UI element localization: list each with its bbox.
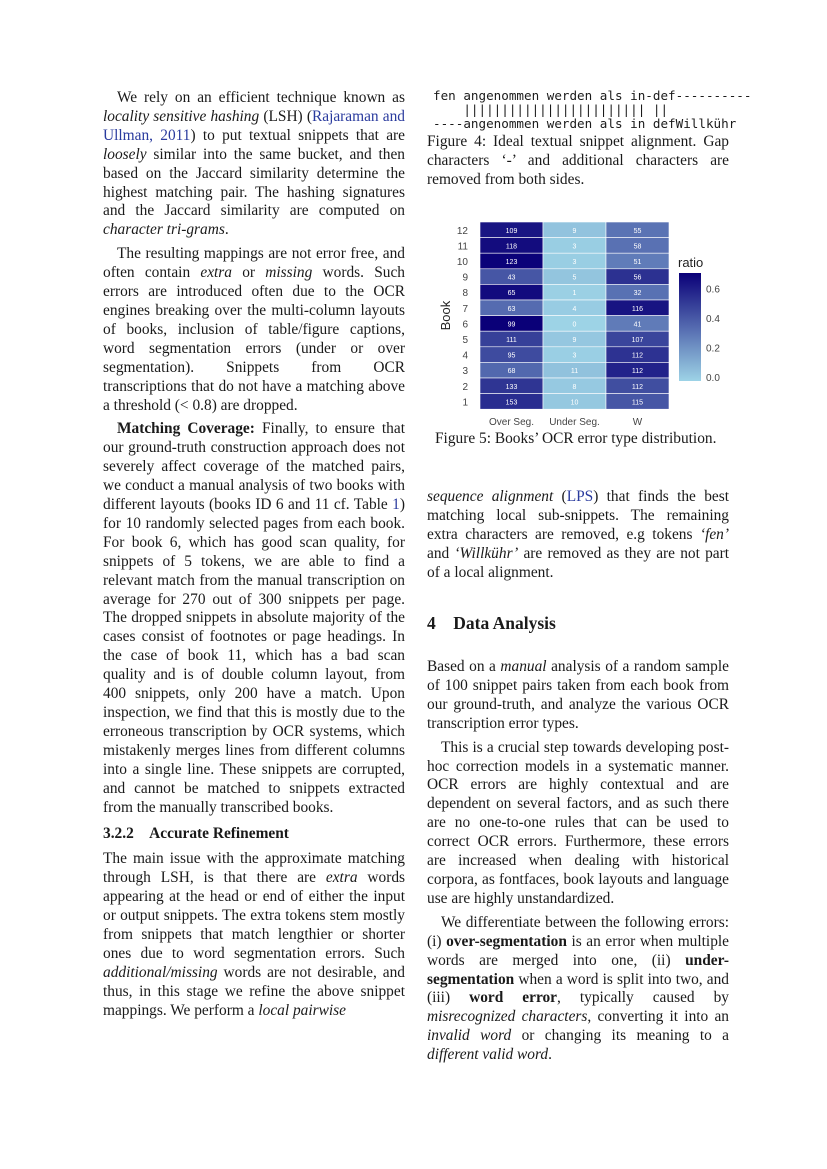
text-span: words. Such errors are introduced often due to the OCR engines breaking over the multi-column layouts of books, inclusion of table/figure captions, word segmentation errors (under or over segmentation). Snippets from OCR transcriptions that do not have a matching above a threshold (< 0.8) are dropped. <box>103 264 405 414</box>
paragraph <box>103 245 405 415</box>
cell-value-label: 1 <box>572 290 577 298</box>
right-column <box>427 88 752 190</box>
cell-value-label: 107 <box>631 337 644 344</box>
text-span: ‘fen’ <box>699 525 729 543</box>
y-tick-label: 5 <box>462 335 468 346</box>
citation-link[interactable]: 1 <box>392 496 400 514</box>
text-span: loosely <box>103 145 147 163</box>
y-axis-label: Book <box>438 300 453 331</box>
cell-value-label: 112 <box>631 368 644 376</box>
y-tick-label: 9 <box>462 272 468 284</box>
text-span: misrecognized characters <box>427 1008 588 1026</box>
legend-tick-label: 0.6 <box>706 284 720 296</box>
y-tick-label: 1 <box>462 397 468 409</box>
text-span: (LSH) ( <box>259 107 312 125</box>
text-span: under-segmentation <box>427 951 729 988</box>
cell-value-label: 63 <box>507 305 516 313</box>
text-span: additional/missing <box>103 963 218 981</box>
citation-link[interactable]: Rajaraman and Ullman, 2011 <box>103 107 405 144</box>
cell-value-label: 8 <box>572 383 577 391</box>
cell-value-label: 115 <box>631 399 644 407</box>
legend-tick-label: 0.2 <box>706 343 720 355</box>
cell-value-label: 9 <box>572 227 577 235</box>
cell-value-label: 4 <box>572 305 577 313</box>
section-heading: 4 Data Analysis <box>427 613 556 633</box>
paragraph <box>103 89 405 240</box>
cell-value-label: 56 <box>633 274 642 282</box>
text-span: analysis of a random sample of 100 snippet pairs taken from each book from our ground-truth, and analyze the various OCR transcription error types. <box>427 658 729 732</box>
left-paragraphs-2 <box>103 850 405 1020</box>
text-span: local pairwise <box>258 1001 346 1019</box>
text-span: words appearing at the head or end of either the input or output snippets. The extra tokens stem mostly from snippets that match lengthier or shorter ones due to word segmentation errors. Such <box>103 869 406 962</box>
cell-value-label: 112 <box>631 383 644 391</box>
text-span: when a word is split into two, and (iii) <box>427 970 729 1007</box>
text-span: . <box>548 1046 552 1064</box>
text-span: over-segmentation <box>446 932 567 950</box>
text-span: The main issue with the approximate matching through LSH, is that there are <box>103 850 405 887</box>
text-span: ) that finds the best matching local sub-snippets. The remaining extra characters are removed, e.g tokens <box>427 488 729 543</box>
y-tick-label: 12 <box>456 225 468 237</box>
paragraph <box>427 658 729 734</box>
figure-5-caption: Figure 5: Books’ OCR error type distribution. <box>435 430 717 447</box>
text-span: manual <box>500 658 547 675</box>
cell-value-label: 133 <box>505 383 518 391</box>
text-span: , converting it into an <box>587 1008 729 1026</box>
cell-value-label: 118 <box>505 243 518 251</box>
y-tick-label: 2 <box>462 381 468 393</box>
cell-value-label: 9 <box>572 337 577 344</box>
text-span: , typically caused by <box>557 989 729 1007</box>
text-span: are removed as they are not part of a local alignment. <box>427 544 729 581</box>
cell-value-label: 109 <box>505 227 518 235</box>
left-column <box>103 89 405 1026</box>
cell-value-label: 32 <box>633 290 642 298</box>
text-span: We differentiate between the following errors: (i) <box>427 913 729 950</box>
cell-value-label: 116 <box>631 305 644 313</box>
x-tick-label: Over Seg. <box>488 417 535 429</box>
paragraph <box>427 739 729 909</box>
cell-value-label: 153 <box>505 399 518 407</box>
x-tick-label: Under Seg. <box>549 417 600 429</box>
heatmap-figure-5 <box>425 215 735 430</box>
text-span: sequence alignment <box>427 488 554 505</box>
cell-value-label: 0 <box>572 321 577 329</box>
text-span: ) for 10 randomly selected pages from each book. For book 6, which has good scan quality, for snippets of 5 tokens, we are able to find a relevant match from the manual transcription on average for 270 out of 300 snippets per page. The dropped snippets in absolute majority of the cases consist of footnotes or page headings. In the case of book 11, which has a bad scan quality and is of double column layout, from 400 snippets, only 200 have a match. Upon inspection, we find that this is mostly due to the erroneous transcription by OCR systems, which mistakenly merges lines from different columns into a single line. These snippets are corrupted, and cannot be matched to snippets extracted from the manually transcribed books. <box>103 496 405 816</box>
cell-value-label: 55 <box>633 227 642 235</box>
text-span: Finally, to ensure that our ground-truth construction approach does not severely affect coverage of the matched pairs, we conduct a manual analysis of two books with different layouts (books ID 6 and 11 cf. Table <box>103 420 405 514</box>
text-span: word error <box>469 989 558 1007</box>
paragraph <box>103 850 405 1020</box>
paragraph <box>427 914 729 1065</box>
text-span: extra <box>200 264 232 282</box>
cell-value-label: 68 <box>507 368 516 376</box>
y-tick-label: 8 <box>462 288 468 300</box>
right-paragraphs-2 <box>427 658 729 1065</box>
right-paragraphs <box>427 488 729 583</box>
text-span: ) to put textual snippets that are <box>190 126 405 144</box>
text-span: different valid word <box>427 1046 549 1064</box>
cell-value-label: 51 <box>633 259 642 266</box>
paragraph <box>427 488 729 583</box>
y-tick-label: 6 <box>462 319 468 331</box>
cell-value-label: 58 <box>633 243 642 251</box>
cell-value-label: 112 <box>631 352 644 360</box>
text-span: locality sensitive hashing <box>103 107 260 125</box>
cell-value-label: 3 <box>572 352 577 360</box>
cell-value-label: 3 <box>572 259 577 266</box>
right-column-text-2 <box>427 658 729 1070</box>
text-span: The resulting mappings are not error free, and often contain <box>103 245 405 282</box>
cell-value-label: 95 <box>507 352 516 360</box>
text-span: or changing its meaning to a <box>511 1027 729 1045</box>
cell-value-label: 5 <box>572 274 577 282</box>
text-span: We rely on an efficient technique known as <box>117 89 405 106</box>
cell-value-label: 3 <box>572 243 577 251</box>
text-span: words are not desirable, and thus, in this stage we refine the above snippet mappings. We perform a <box>103 963 405 1019</box>
alignment-line-2: |||||||||||||||||||||||| || <box>433 102 669 117</box>
text-span: ( <box>553 488 567 505</box>
text-span: extra <box>325 869 358 887</box>
text-span: Based on a <box>427 658 501 675</box>
alignment-line-1: fen angenommen werden als in-def---------- <box>433 88 752 103</box>
y-tick-label: 11 <box>457 241 468 253</box>
text-span: character tri-grams <box>103 221 225 239</box>
right-column-text <box>427 488 729 588</box>
text-span: similar into the same bucket, and then based on the Jaccard similarity determine the highest matching pair. The hashing signatures and the Jaccard similarity are computed on <box>103 145 405 220</box>
legend-tick-label: 0.0 <box>706 373 720 384</box>
cell-value-label: 123 <box>505 259 518 266</box>
legend-title: ratio <box>678 255 704 270</box>
text-span: is an error when multiple words are merged into one, (ii) <box>427 932 730 969</box>
text-span: or <box>231 264 266 282</box>
cell-value-label: 99 <box>507 321 516 329</box>
text-span: Matching Coverage: <box>117 420 255 438</box>
subsection-heading: 3.2.2 Accurate Refinement <box>103 825 289 843</box>
x-tick-label: W <box>632 417 643 429</box>
y-tick-label: 7 <box>462 303 468 315</box>
left-paragraphs <box>103 89 405 817</box>
cell-value-label: 41 <box>633 321 642 329</box>
y-tick-label: 3 <box>462 366 468 378</box>
cell-value-label: 65 <box>507 290 516 298</box>
text-span: ‘Willkühr’ <box>454 544 519 562</box>
alignment-line-3: ----angenommen werden als in defWillkühr <box>433 116 737 131</box>
text-span: . <box>224 221 229 239</box>
paragraph <box>103 420 405 817</box>
cell-value-label: 11 <box>570 368 579 376</box>
cell-value-label: 111 <box>506 337 517 344</box>
text-span: missing <box>265 264 313 282</box>
cell-value-label: 43 <box>507 274 516 282</box>
legend-tick-label: 0.4 <box>706 314 720 325</box>
figure-4-caption: Figure 4: Ideal textual snippet alignment. Gap characters ‘-’ and additional characters are removed from both sides. <box>427 133 729 188</box>
text-span: and <box>427 544 455 562</box>
cell-value-label: 10 <box>570 399 579 407</box>
y-tick-label: 10 <box>456 257 468 268</box>
legend-colorbar <box>679 273 701 381</box>
text-span: invalid word <box>427 1027 512 1045</box>
citation-link[interactable]: LPS <box>566 488 594 505</box>
text-span: This is a crucial step towards developing post-hoc correction models in a systematic manner. OCR errors are highly contextual and are dependent on several factors, and as such there are no one-to-one rules that can be used to correct OCR errors. Furthermore, these errors are increased when dealing with historical corpora, as fontfaces, book layouts and language use are highly unstandardized. <box>427 738 729 907</box>
figure-4 <box>427 88 752 131</box>
y-tick-label: 4 <box>462 350 468 362</box>
